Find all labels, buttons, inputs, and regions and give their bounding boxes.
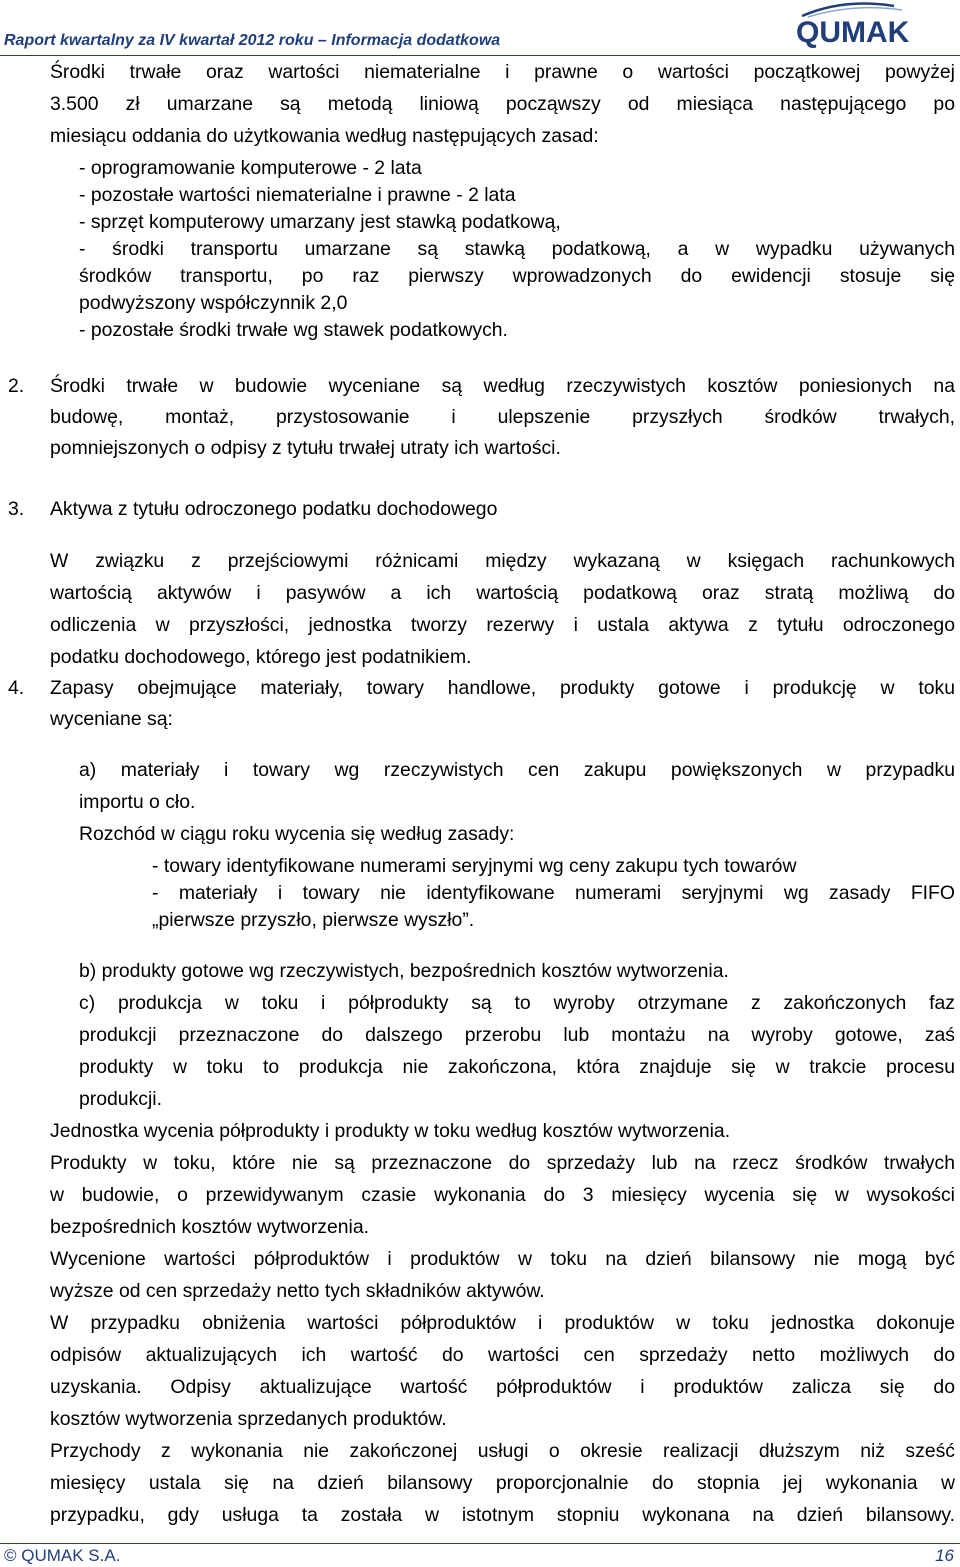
qumak-logo bbox=[784, 0, 960, 50]
section-heading: Aktywa z tytułu odroczonego podatku dochodowego bbox=[50, 498, 498, 520]
depreciation-item: - oprogramowanie komputerowe - 2 lata bbox=[79, 157, 422, 179]
report-title: Raport kwartalny za IV kwartał 2012 roku – Informacja dodatkowa bbox=[4, 32, 501, 49]
depreciation-item: podwyższony współczynnik 2,0 bbox=[79, 292, 348, 314]
tail-line: Przychody z wykonania nie zakończonej usługi o okresie realizacji dłuższym niż sześć bbox=[50, 1440, 955, 1462]
section-number: 4. bbox=[8, 677, 25, 699]
tail-line: miesięcy ustala się na dzień bilansowy proporcjonalnie do stopnia jej wykonania w bbox=[50, 1472, 955, 1494]
tail-line: przypadku, gdy usługa ta została w istotnym stopniu wykonana na dzień bilansowy. bbox=[50, 1504, 955, 1526]
tail-line: wyższe od cen sprzedaży netto tych składników aktywów. bbox=[50, 1280, 545, 1302]
tail-line: Jednostka wycenia półprodukty i produkty w toku według kosztów wytworzenia. bbox=[50, 1120, 731, 1142]
footer-company: © QUMAK S.A. bbox=[4, 1546, 121, 1565]
page-header bbox=[0, 0, 960, 56]
s4a-line: Rozchód w ciągu roku wycenia się według zasady: bbox=[79, 823, 515, 845]
p1-line: 3.500 zł umarzane są metodą liniową począwszy od miesiąca następującego po bbox=[50, 93, 955, 115]
depreciation-item: środków transportu, po raz pierwszy wprowadzonych do ewidencji stosuje się bbox=[79, 265, 955, 287]
tail-line: Wycenione wartości półproduktów i produktów w toku na dzień bilansowy nie mogą być bbox=[50, 1248, 955, 1270]
footer-rule bbox=[0, 1543, 960, 1544]
tail-line: odpisów aktualizujących ich wartość do wartości cen sprzedaży netto możliwych do bbox=[50, 1344, 955, 1366]
fifo-item: - towary identyfikowane numerami seryjnymi wg ceny zakupu tych towarów bbox=[152, 855, 797, 877]
depreciation-item: - pozostałe wartości niematerialne i prawne - 2 lata bbox=[79, 184, 516, 206]
tail-line: W przypadku obniżenia wartości półproduktów i produktów w toku jednostka dokonuje bbox=[50, 1312, 955, 1334]
fifo-item: „pierwsze przyszło, pierwsze wyszło”. bbox=[152, 909, 475, 931]
s4bc-line: b) produkty gotowe wg rzeczywistych, bezpośrednich kosztów wytworzenia. bbox=[79, 960, 729, 982]
depreciation-item: - środki transportu umarzane są stawką podatkową, a w wypadku używanych bbox=[79, 238, 955, 260]
p1-line: Środki trwałe oraz wartości niematerialne i prawne o wartości początkowej powyżej bbox=[50, 61, 955, 83]
p1-line: miesiącu oddania do użytkowania według następujących zasad: bbox=[50, 125, 599, 147]
s4a-line: importu o cło. bbox=[79, 791, 196, 813]
section-number: 2. bbox=[8, 375, 25, 397]
s4bc-line: produkcji przeznaczone do dalszego przerobu lub montażu na wyroby gotowe, zaś bbox=[79, 1024, 955, 1046]
s4bc-line: produkty w toku to produkcja nie zakończona, która znajduje się w trakcie procesu bbox=[79, 1056, 955, 1078]
s2-line: Środki trwałe w budowie wyceniane są według rzeczywistych kosztów poniesionych na bbox=[50, 375, 955, 397]
section-number: 3. bbox=[8, 498, 25, 520]
s3-line: podatku dochodowego, którego jest podatnikiem. bbox=[50, 646, 472, 668]
tail-line: bezpośrednich kosztów wytworzenia. bbox=[50, 1216, 370, 1238]
tail-line: w budowie, o przewidywanym czasie wykonania do 3 miesięcy wycenia się w wysokości bbox=[50, 1184, 955, 1206]
s4bc-line: produkcji. bbox=[79, 1088, 162, 1110]
tail-line: uzyskania. Odpisy aktualizujące wartość półproduktów i produktów zalicza się do bbox=[50, 1376, 955, 1398]
s3-line: wartością aktywów i pasywów a ich wartością podatkową oraz stratą możliwą do bbox=[50, 582, 955, 604]
depreciation-item: - sprzęt komputerowy umarzany jest stawką podatkową, bbox=[79, 211, 561, 233]
tail-line: kosztów wytworzenia sprzedanych produktów. bbox=[50, 1408, 447, 1430]
s4bc-line: c) produkcja w toku i półprodukty są to wyroby otrzymane z zakończonych faz bbox=[79, 992, 955, 1014]
s2-line: pomniejszonych o odpisy z tytułu trwałej utraty ich wartości. bbox=[50, 437, 561, 459]
logo-text: QUMAK bbox=[796, 16, 910, 49]
s3-line: W związku z przejściowymi różnicami między wykazaną w księgach rachunkowych bbox=[50, 550, 955, 572]
s3-line: odliczenia w przyszłości, jednostka tworzy rezerwy i ustala aktywa z tytułu odroczonego bbox=[50, 614, 955, 636]
page-number: 16 bbox=[935, 1546, 954, 1565]
fifo-item: - materiały i towary nie identyfikowane numerami seryjnymi wg zasady FIFO bbox=[152, 882, 955, 904]
tail-line: Produkty w toku, które nie są przeznaczone do sprzedaży lub na rzecz środków trwałych bbox=[50, 1152, 955, 1174]
s4-line: wyceniane są: bbox=[50, 708, 173, 730]
depreciation-item: - pozostałe środki trwałe wg stawek podatkowych. bbox=[79, 319, 508, 341]
s4a-line: a) materiały i towary wg rzeczywistych cen zakupu powiększonych w przypadku bbox=[79, 759, 955, 781]
header-rule bbox=[0, 55, 960, 56]
s4-line: Zapasy obejmujące materiały, towary handlowe, produkty gotowe i produkcję w toku bbox=[50, 677, 955, 699]
s2-line: budowę, montaż, przystosowanie i ulepszenie przyszłych środków trwałych, bbox=[50, 406, 955, 428]
